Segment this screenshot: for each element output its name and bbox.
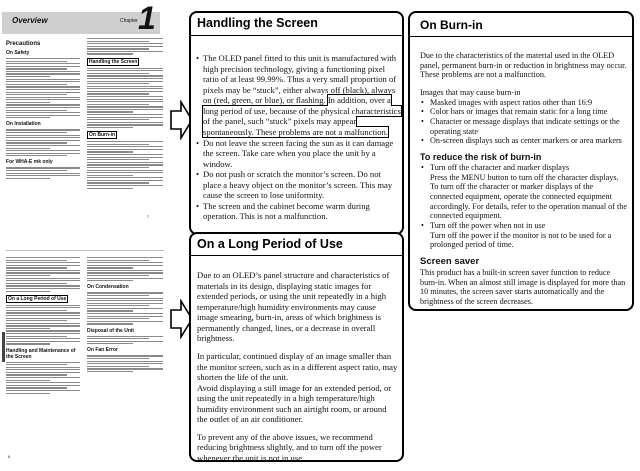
thumb-page-divider [6,250,164,251]
thumb-left-column [6,38,80,180]
thumb-heading-fan-error: On Fan Error [87,347,118,354]
thumb-heading-disposal: Disposal of the Unit [87,327,134,334]
list-item: • On-screen displays such as center markers or area markers [430,136,628,146]
thumb-heading-on-installation: On Installation [6,121,41,128]
thumb-heading-precautions: Precautions [6,41,41,47]
thumb-text-lines [87,141,163,189]
manual-page-thumbnail [2,2,172,465]
screen-saver-heading: Screen saver [420,256,480,268]
reduce-item-2-text: Turn off the power if the monitor is not to be used for a prolonged period of time. [430,230,612,250]
thumb-heading-condensation: On Condensation [87,284,129,291]
burnin-panel-title: On Burn-in [420,18,483,32]
thumb-heading-wha: For WHA-E mk only [6,159,53,166]
thumb-text-lines [6,58,80,118]
longuse-paragraph-2: In particular, continued display of an image smaller than the monitor screen, such as in a different aspect ratio, may shorten the life of the unit. Avoid displaying a still image for an extended period, or using the unit repeatedly in a high temperature/high humidity environment such an airtight room, or around the outlet of an air conditioner. [197,350,398,425]
handling-item-1-highlight: In addition, over a long period of use, because of the physical characteristics of the panel, such “stuck” pixels may appear spontaneously. These problems are not a malfunction. [203,95,401,137]
panel-title-rule [410,36,632,37]
list-item: • Do not push or scratch the monitor’s screen. Do not place a heavy object on the monitor’s screen. This may cause the screen to lose uniformity. [203,169,401,201]
thumb-page-number-top: 7 [147,214,150,219]
thumb-text-lines [6,167,80,179]
longuse-body [197,270,399,471]
chapter-header-title: Overview [12,16,48,25]
thumb-lower-right-column [87,257,163,373]
thumb-text-lines [87,336,163,345]
thumb-heading-on-safety: On Safety [6,50,30,56]
list-item: • The screen and the cabinet become warm during operation. This is not a malfunction. [203,201,401,222]
panel-title-rule [191,255,402,256]
thumb-text-lines [6,257,80,292]
chapter-label: Chapter [120,18,138,24]
screen-saver-text: This product has a built-in screen saver function to reduce burn-in. When an almost still image is displayed for more than 10 minutes, the screen saver starts automatically and the brightness of the screen decreases. [420,268,626,307]
thumb-text-lines [87,68,163,128]
list-item: • Masked images with aspect ratios other than 16:9 [430,98,628,108]
list-item: • Do not leave the screen facing the sun as it can damage the screen. Take care when you place the unit by a window. [203,138,401,170]
long-period-use-panel [189,232,404,462]
thumb-side-tab [2,332,5,362]
burnin-cause-heading: Images that may cause burn-in [420,88,521,98]
thumb-heading-burnin: On Burn-in [89,132,116,139]
burnin-reduce-heading: To reduce the risk of burn-in [420,152,542,163]
handling-list [195,53,401,222]
thumb-text-lines [87,38,163,55]
thumb-heading-handling: Handling the Screen [89,58,138,65]
reduce-item-1-title: • Turn off the character and marker displays [430,163,570,173]
thumb-text-lines [6,129,80,156]
reduce-item-2-title: • Turn off the power when not in use [430,221,546,231]
thumb-heading-longuse: On a Long Period of Use [8,295,67,302]
thumb-text-lines [6,362,80,394]
thumb-lower-left-column [6,257,80,395]
thumb-text-lines [87,257,163,281]
list-item [430,221,628,250]
burnin-body [420,51,628,315]
reduce-item-1-text: Press the MENU button to turn off the character displays. To turn off the character or marker displays of the connected equipment, operate the connected equipment accordingly. For details, refer to the operation manual of the connected equipment. [430,172,628,221]
longuse-paragraph-3: To prevent any of the above issues, we recommend reducing brightness slightly, and to turn off the power whenever the unit is not in use. [197,431,382,463]
burnin-intro: Due to the characteristics of the material used in the OLED panel, permanent burn-in or reduction in brightness may occur. These problems are not a malfunction. [420,51,627,80]
burn-in-panel [408,11,634,311]
thumb-text-lines [87,292,163,324]
chapter-number: 1 [138,2,156,36]
panel-title-rule [191,35,402,36]
list-item: • Character or message displays that indicate settings or the operating state [430,117,628,136]
list-item: • Color bars or images that remain static for a long time [430,107,628,117]
longuse-paragraph-1: Due to an OLED’s panel structure and characteristics of materials in its design, displaying static images for extended periods, or using the unit repeatedly in a high temperature/high humidity environments may cause image smearing, burn-in, areas of which brightness is permanently changed, lines, or a decrease in overall brightness. [197,270,390,344]
thumb-page-number-bottom: 8 [8,454,11,459]
thumb-text-lines [6,305,80,345]
handling-panel-title: Handling the Screen [197,16,318,30]
list-item [203,53,401,138]
handling-screen-panel [189,11,404,235]
handling-item-1-text: The OLED panel fitted to this unit is manufactured with high precision technology, giving a functioning pixel ratio of at least 99.99%. Thus a very small proportion of pixels may be “stuck”, either always off (black), always on (red, green, or blue), or flashing. [203,53,397,106]
thumb-right-column [87,38,163,219]
burnin-reduce-list [420,163,628,250]
thumb-text-lines [87,355,163,372]
burnin-cause-list [420,98,628,146]
list-item [430,163,628,221]
longuse-panel-title: On a Long Period of Use [197,237,343,251]
thumb-heading-maintenance: Handling and Maintenance of the Screen [6,347,76,360]
